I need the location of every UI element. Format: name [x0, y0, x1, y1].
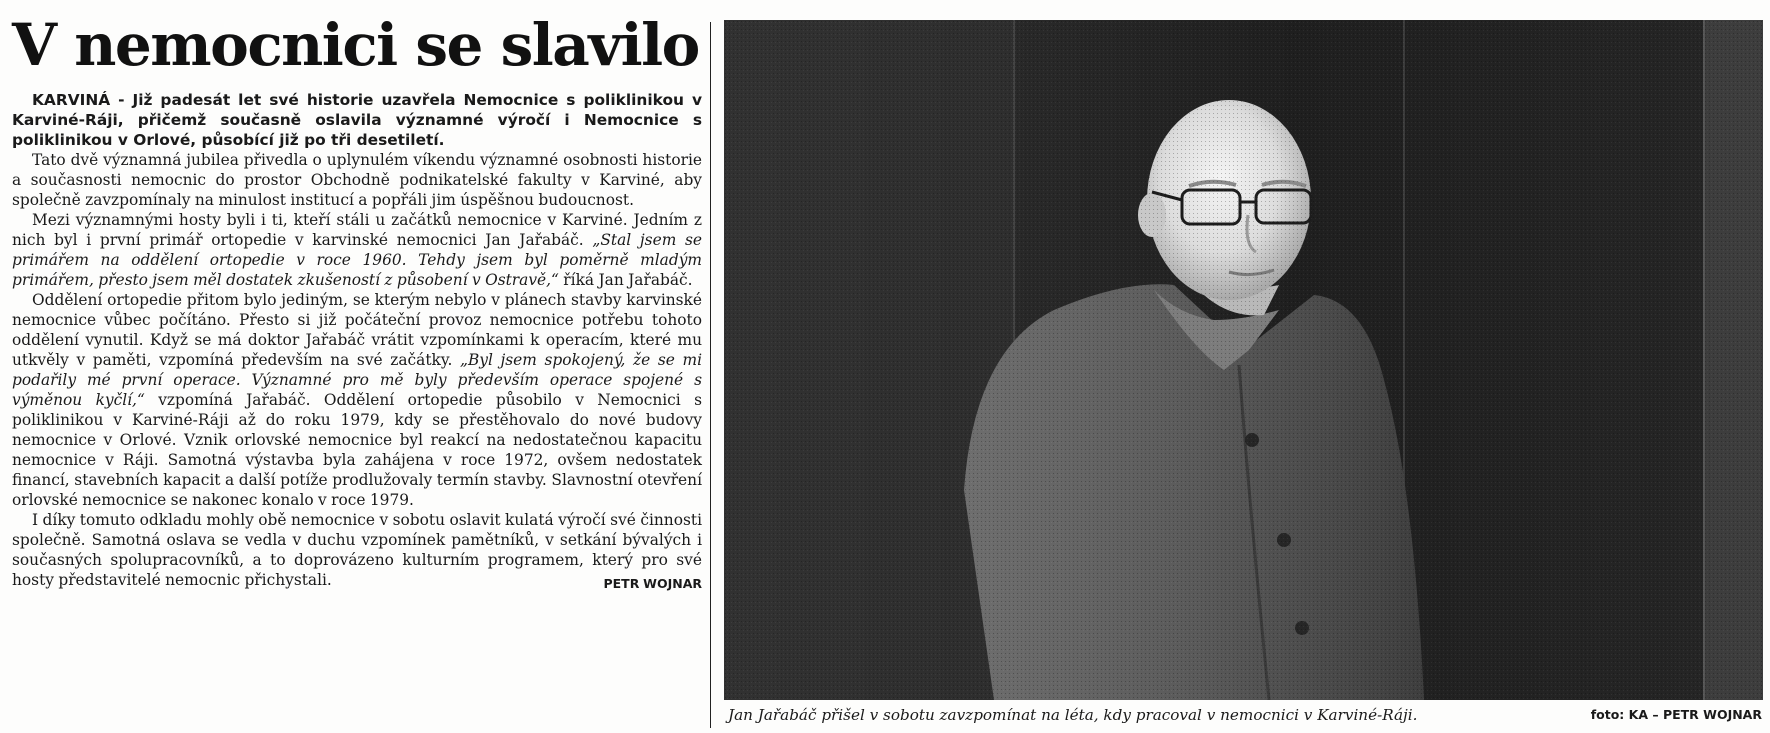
- paragraph-3: [12, 290, 702, 510]
- paragraph-2-end: říká Jan Jařabáč.: [558, 271, 693, 289]
- headline: V nemocnici se slavilo: [12, 11, 699, 79]
- column-divider: [710, 22, 711, 728]
- article-column: [12, 11, 702, 729]
- photo-credit: foto: KA – PETR WOJNAR: [1590, 707, 1762, 722]
- portrait-photo-graphic: [724, 20, 1763, 700]
- paragraph-3-end: vzpomíná Jařabáč. Oddělení ortopedie působilo v Nemocnici s poliklinikou v Karviné-Ráji až do roku 1979, kdy se přestěhovalo do nové budovy nemocnice v Orlové. Vznik orlovské nemocnice byl reakcí na nedostatečnou kapacitu nemocnice v Ráji. Samotná výstavba byla zahájena v roce 1972, ovšem nedostatek financí, stavebních kapacit a další potíže prodlužovaly termín stavby. Slavnostní otevření orlovské nemocnice se nakonec konalo v roce 1979.: [12, 391, 702, 509]
- paragraph-2: [12, 210, 702, 290]
- paragraph-4: [12, 510, 702, 590]
- paragraph-3-text: Oddělení ortopedie přitom bylo jediným, se kterým nebylo v plánech stavby karvinské nemocnice vůbec počítáno. Přesto si již počáteční provoz nemocnice potřebu tohoto oddělení vynutil. Když se má doktor Jařabáč vrátit vzpomínkami k operacím, které mu utkvěly v paměti, vzpomíná především na své začátky.: [12, 291, 702, 369]
- photo-caption: Jan Jařabáč přišel v sobotu zavzpomínat na léta, kdy pracoval v nemocnici v Karviné-Ráji.: [728, 706, 1418, 724]
- quote-2: „Byl jsem spokojený, že se mi podařily mé první operace. Významné pro mě byly především operace spojené s výměnou kyčlí,“: [12, 351, 702, 409]
- paragraph-2-text: Mezi významnými hosty byli i ti, kteří stáli u začátků nemocnice v Karviné. Jedním z nich byl i první primář ortopedie v karvinské nemocnici Jan Jařabáč.: [12, 211, 702, 249]
- article-lead: KARVINÁ - Již padesát let své historie uzavřela Nemocnice s poliklinikou v Karviné-Ráji, přičemž současně oslavila významné výročí i Nemocnice s poliklinikou v Orlové, působící již po tři desetiletí.: [12, 91, 702, 149]
- portrait-photo: [724, 20, 1763, 700]
- byline: PETR WOJNAR: [603, 576, 702, 591]
- quote-1: „Stal jsem se primářem na oddělení ortopedie v roce 1960. Tehdy jsem byl poměrně mladým primářem, přesto jsem měl dostatek zkušeností z působení v Ostravě,“: [12, 231, 702, 289]
- paragraph-1: Tato dvě významná jubilea přivedla o uplynulém víkendu významné osobnosti historie a současnosti nemocnic do prostor Obchodně podnikatelské fakulty v Karviné, aby společně zavzpomínaly na minulost institucí a popřáli jim úspěšnou budoucnost.: [12, 151, 702, 209]
- paragraph-4-text: I díky tomuto odkladu mohly obě nemocnice v sobotu oslavit kulatá výročí své činnosti společně. Samotná oslava se vedla v duchu vzpomínek pamětníků, v setkání bývalých i současných spolupracovníků, a to doprovázeno kulturním programem, který pro své hosty představitelé nemocnic přichystali.: [12, 511, 702, 589]
- article-body: [12, 150, 702, 590]
